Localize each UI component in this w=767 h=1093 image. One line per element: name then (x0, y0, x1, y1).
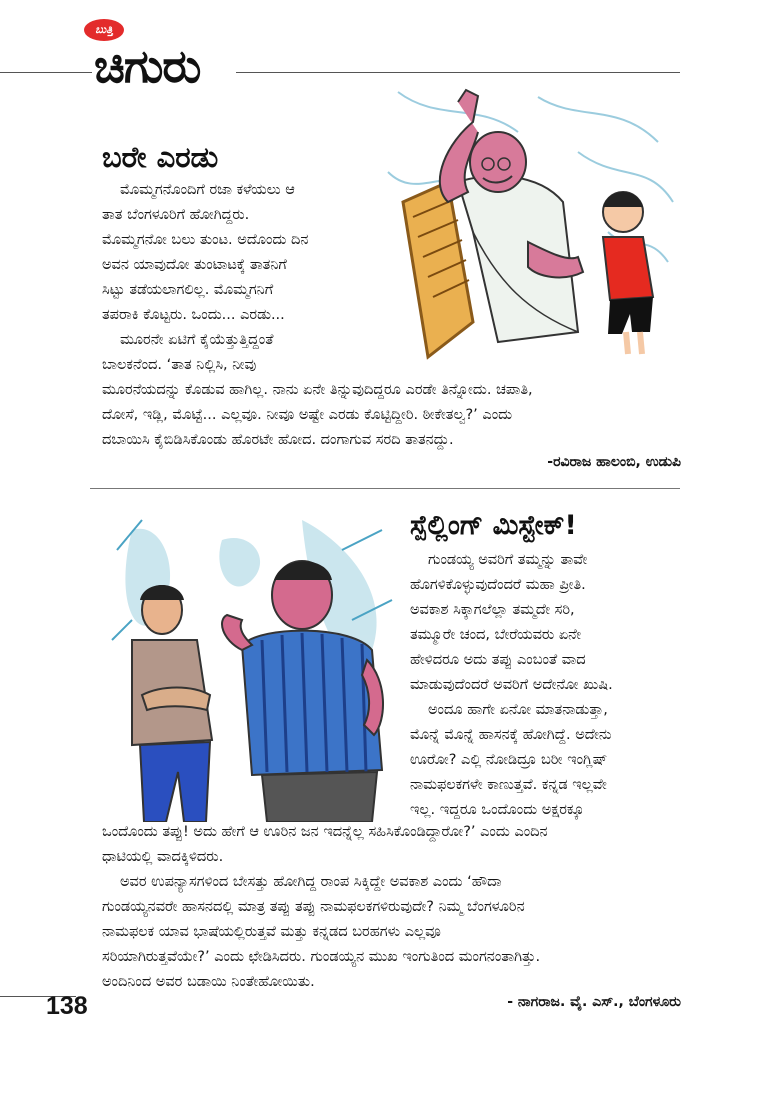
story-text-full (102, 820, 680, 995)
story-line: ಮೊಮ್ಮಗನೋ ಬಲು ತುಂಟ. ಅದೊಂದು ದಿನ (102, 232, 309, 248)
story-line: ಮೊನ್ನೆ ಮೊನ್ನೆ ಹಾಸನಕ್ಕೆ ಹೋಗಿದ್ದೆ. ಅದೇನು (410, 727, 612, 743)
story-line: ಸಿಟ್ಟು ತಡೆಯಲಾಗಲಿಲ್ಲ. ಮೊಮ್ಮಗನಿಗೆ (102, 282, 274, 298)
story-line: ಮಾಡುವುದೆಂದರೆ ಅವರಿಗೆ ಅದೇನೋ ಖುಷಿ. (410, 677, 613, 693)
story-title: ಸ್ಪೆಲ್ಲಿಂಗ್ ಮಿಸ್ಟೇಕ್! (410, 510, 577, 541)
story-line: ಬಾಲಕನೆಂದ. ‘ತಾತ ನಿಲ್ಲಿಸಿ, ನೀವು (102, 357, 257, 373)
story-line: ಇಲ್ಲ. ಇದ್ದರೂ ಒಂದೊಂದು ಅಕ್ಷರಕ್ಕೂ (410, 802, 585, 818)
story-line: ಅಂದಿನಿಂದ ಅವರ ಬಡಾಯಿ ನಿಂತೇಹೋಯಿತು. (102, 974, 315, 990)
page-number: 138 (46, 992, 88, 1020)
story-line: ದೋಸೆ, ಇಡ್ಲಿ, ಮೊಟ್ಟೆ... ಎಲ್ಲವೂ. ನೀವೂ ಅಷ್ಟೇ ಎರಡು ಕೊಟ್ಟಿದ್ದೀರಿ. ಠೀಕೇತಲ್ವ?’ ಎಂದು (102, 407, 513, 423)
story-line: ಅವರ ಉಪನ್ಯಾಸಗಳಿಂದ ಬೇಸತ್ತು ಹೋಗಿದ್ದ ರಾಂಪ ಸಿಕ್ಕಿದ್ದೇ ಅವಕಾಶ ಎಂದು ‘ಹೌದಾ (120, 874, 502, 890)
story-line: ನಾಮಫಲಕ ಯಾವ ಭಾಷೆಯಲ್ಲಿರುತ್ತವೆ ಮತ್ತು ಕನ್ನಡದ ಬರಹಗಳು ಎಲ್ಲವೂ (102, 924, 441, 940)
section-title: ಚಿಗುರು (94, 39, 201, 93)
story-line: ನಾಮಫಲಕಗಳೇ ಕಾಣುತ್ತವೆ. ಕನ್ನಡ ಇಲ್ಲವೇ (410, 777, 607, 793)
story-text-column (102, 178, 372, 378)
two-men-illustration (102, 510, 400, 822)
story-line: ತಮ್ಮೂರೇ ಚಂದ, ಬೇರೆಯವರು ಏನೇ (410, 627, 581, 643)
story-line: ತಪರಾಕಿ ಕೊಟ್ಟರು. ಒಂದು... ಎರಡು... (102, 307, 285, 323)
story-line: ಗುಂಡಯ್ಯನವರೇ ಹಾಸನದಲ್ಲಿ ಮಾತ್ರ ತಪ್ಪು ತಪ್ಪು ನಾಮಫಲಕಗಳಿರುವುದೇ? ನಿಮ್ಮ ಬೆಂಗಳೂರಿನ (102, 899, 525, 915)
grandfather-grandson-illustration (378, 82, 678, 367)
story-text-full (102, 378, 680, 453)
story-line: ಅವನ ಯಾವುದೋ ತುಂಟಾಟಕ್ಕೆ ತಾತನಿಗೆ (102, 257, 287, 273)
story-line: ಮೊಮ್ಮಗನೊಂದಿಗೆ ರಜಾ ಕಳೆಯಲು ಆ (120, 182, 295, 198)
story-line: ಧಾಟಿಯಲ್ಲಿ ವಾದಕ್ಕಿಳಿದರು. (102, 849, 224, 865)
story-line: ಮೂರನೇ ಏಟಿಗೆ ಕೈಯೆತ್ತುತ್ತಿದ್ದಂತೆ (120, 332, 274, 348)
story-credit: - ನಾಗರಾಜ. ವೈ. ಎಸ್., ಬೆಂಗಳೂರು (507, 994, 681, 1010)
story-line: ದಬಾಯಿಸಿ ಕೈಬಿಡಿಸಿಕೊಂಡು ಹೊರಟೇ ಹೋದ. ದಂಗಾಗುವ ಸರದಿ ತಾತನದ್ದು. (102, 432, 454, 448)
story-line: ಅಂದೂ ಹಾಗೇ ಏನೋ ಮಾತನಾಡುತ್ತಾ, (428, 702, 608, 718)
header-rule-right (236, 72, 680, 73)
story-divider (90, 488, 680, 489)
story-line: ಒಂದೊಂದು ತಪ್ಪು! ಅದು ಹೇಗೆ ಆ ಊರಿನ ಜನ ಇದನ್ನೆಲ್ಲ ಸಹಿಸಿಕೊಂಡಿದ್ದಾರೋ?’ ಎಂದು ಎಂದಿನ (102, 824, 548, 840)
story-title: ಬರೇ ಎರಡು (102, 140, 219, 174)
story-line: ಗುಂಡಯ್ಯ ಅವರಿಗೆ ತಮ್ಮನ್ನು ತಾವೇ (428, 552, 588, 568)
story-line: ಮೂರನೆಯದನ್ನು ಕೊಡುವ ಹಾಗಿಲ್ಲ. ನಾನು ಏನೇ ತಿನ್ನುವುದಿದ್ದರೂ ಎರಡೇ ತಿನ್ನೋದು. ಚಪಾತಿ, (102, 382, 533, 398)
story-text-column (410, 548, 680, 823)
story-line: ಊರೋ? ಎಲ್ಲಿ ನೋಡಿದ್ರೂ ಬರೀ ಇಂಗ್ಲಿಷ್ (410, 752, 608, 768)
story-credit: -ರವಿರಾಜ ಹಾಲಂಬಿ, ಉಡುಪಿ (547, 454, 681, 470)
story-line: ಸರಿಯಾಗಿರುತ್ತವೆಯೇ?’ ಎಂದು ಛೇಡಿಸಿದರು. ಗುಂಡಯ್ಯನ ಮುಖ ಇಂಗುತಿಂದ ಮಂಗನಂತಾಗಿತ್ತು. (102, 949, 541, 965)
section-badge: ಬುತ್ತಿ (84, 19, 124, 41)
story-line: ಹೊಗಳಿಕೊಳ್ಳುವುದೆಂದರೆ ಮಹಾ ಪ್ರೀತಿ. (410, 577, 586, 593)
story-line: ಅವಕಾಶ ಸಿಕ್ಕಾಗಲೆಲ್ಲಾ ತಮ್ಮದೇ ಸರಿ, (410, 602, 575, 618)
header-rule-left (0, 72, 92, 73)
story-line: ತಾತ ಬೆಂಗಳೂರಿಗೆ ಹೋಗಿದ್ದರು. (102, 207, 250, 223)
story-line: ಹೇಳಿದರೂ ಅದು ತಪ್ಪು ಎಂಬಂತೆ ವಾದ (410, 652, 586, 668)
